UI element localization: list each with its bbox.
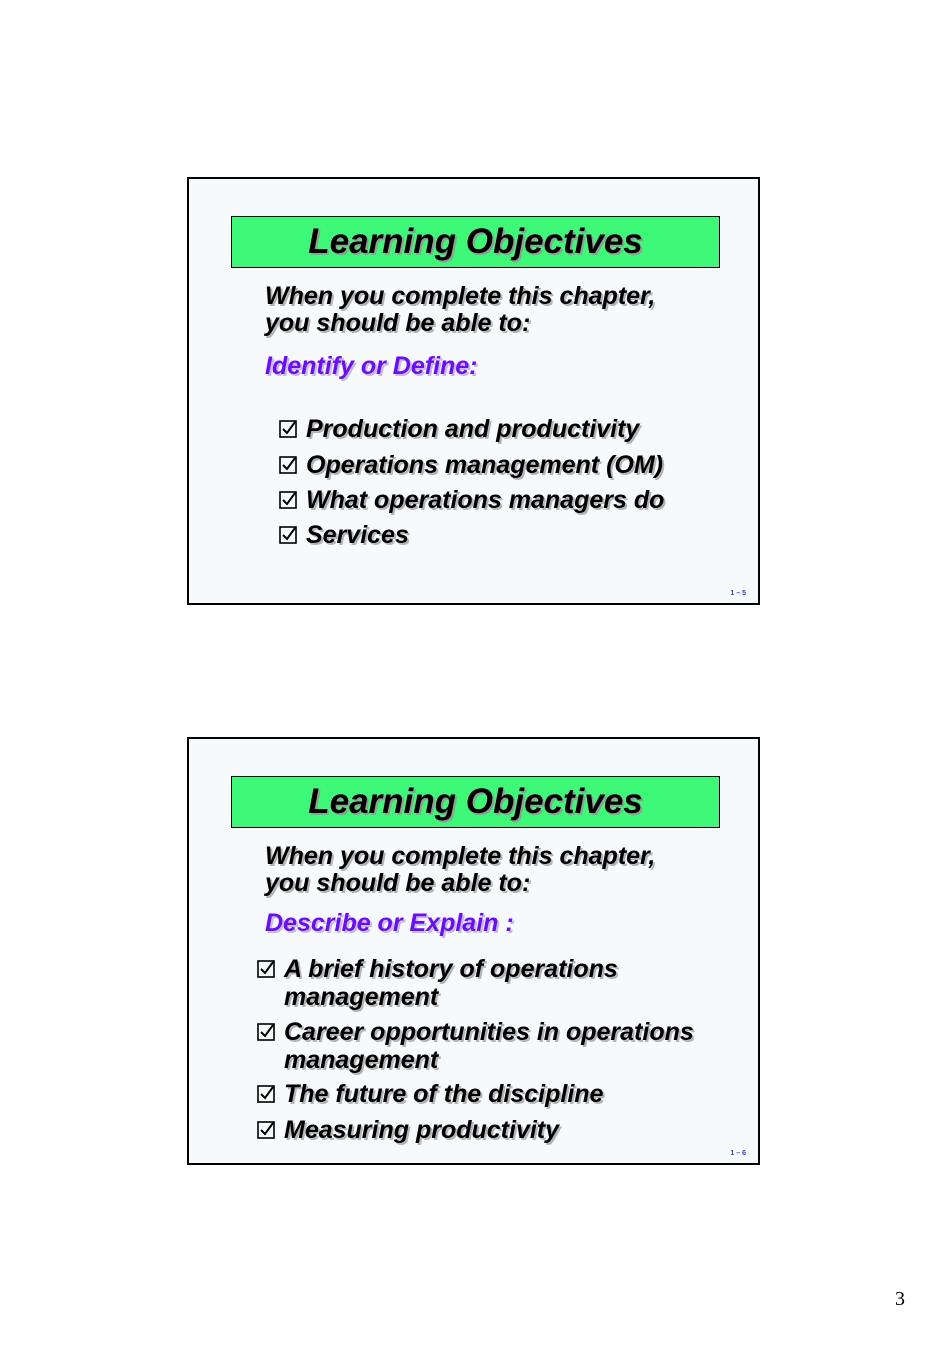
objective-item [279,415,746,443]
objective-text: Services [306,521,409,549]
checked-box-icon [279,526,297,544]
objective-text: Measuring productivity [284,1116,560,1144]
checked-box-icon [279,456,297,474]
intro-line-2: you should be able to: [265,869,531,897]
checked-box-icon [279,420,297,438]
objective-item [257,1080,724,1108]
slide-number: 1 – 5 [730,590,746,597]
objective-text: Production and productivity [306,415,640,443]
intro-line-1: When you complete this chapter, [265,282,656,310]
objective-item [279,486,746,514]
slide-intro [265,843,725,897]
intro-line-2: you should be able to: [265,309,531,337]
slide-subhead: Identify or Define: [265,352,478,380]
checked-box-icon [279,491,297,509]
objective-item [279,451,746,479]
checked-box-icon [257,960,275,978]
checked-box-icon [257,1121,275,1139]
objective-text: The future of the discipline [284,1080,604,1108]
slide-title-box [231,776,720,828]
checked-box-icon [257,1085,275,1103]
page-number: 3 [895,1288,905,1310]
objective-item [257,1018,724,1074]
slide-subhead: Describe or Explain : [265,909,514,937]
objective-text: Operations management (OM) [306,451,663,479]
slide-title: Learning Objectives [308,222,643,261]
objective-item [279,521,746,549]
slide-intro [265,283,725,337]
slide-title: Learning Objectives [308,782,643,821]
checked-box-icon [257,1023,275,1041]
objective-text: Career opportunities in operations management [284,1018,694,1074]
objective-text: What operations managers do [306,486,665,514]
objective-text: A brief history of operations management [284,955,618,1011]
intro-line-1: When you complete this chapter, [265,842,656,870]
slide-title-box [231,216,720,268]
slide-number: 1 – 6 [730,1150,746,1157]
slide-2 [187,737,760,1165]
objective-item [257,1116,724,1144]
objective-item [257,955,714,1011]
slide-1 [187,177,760,605]
